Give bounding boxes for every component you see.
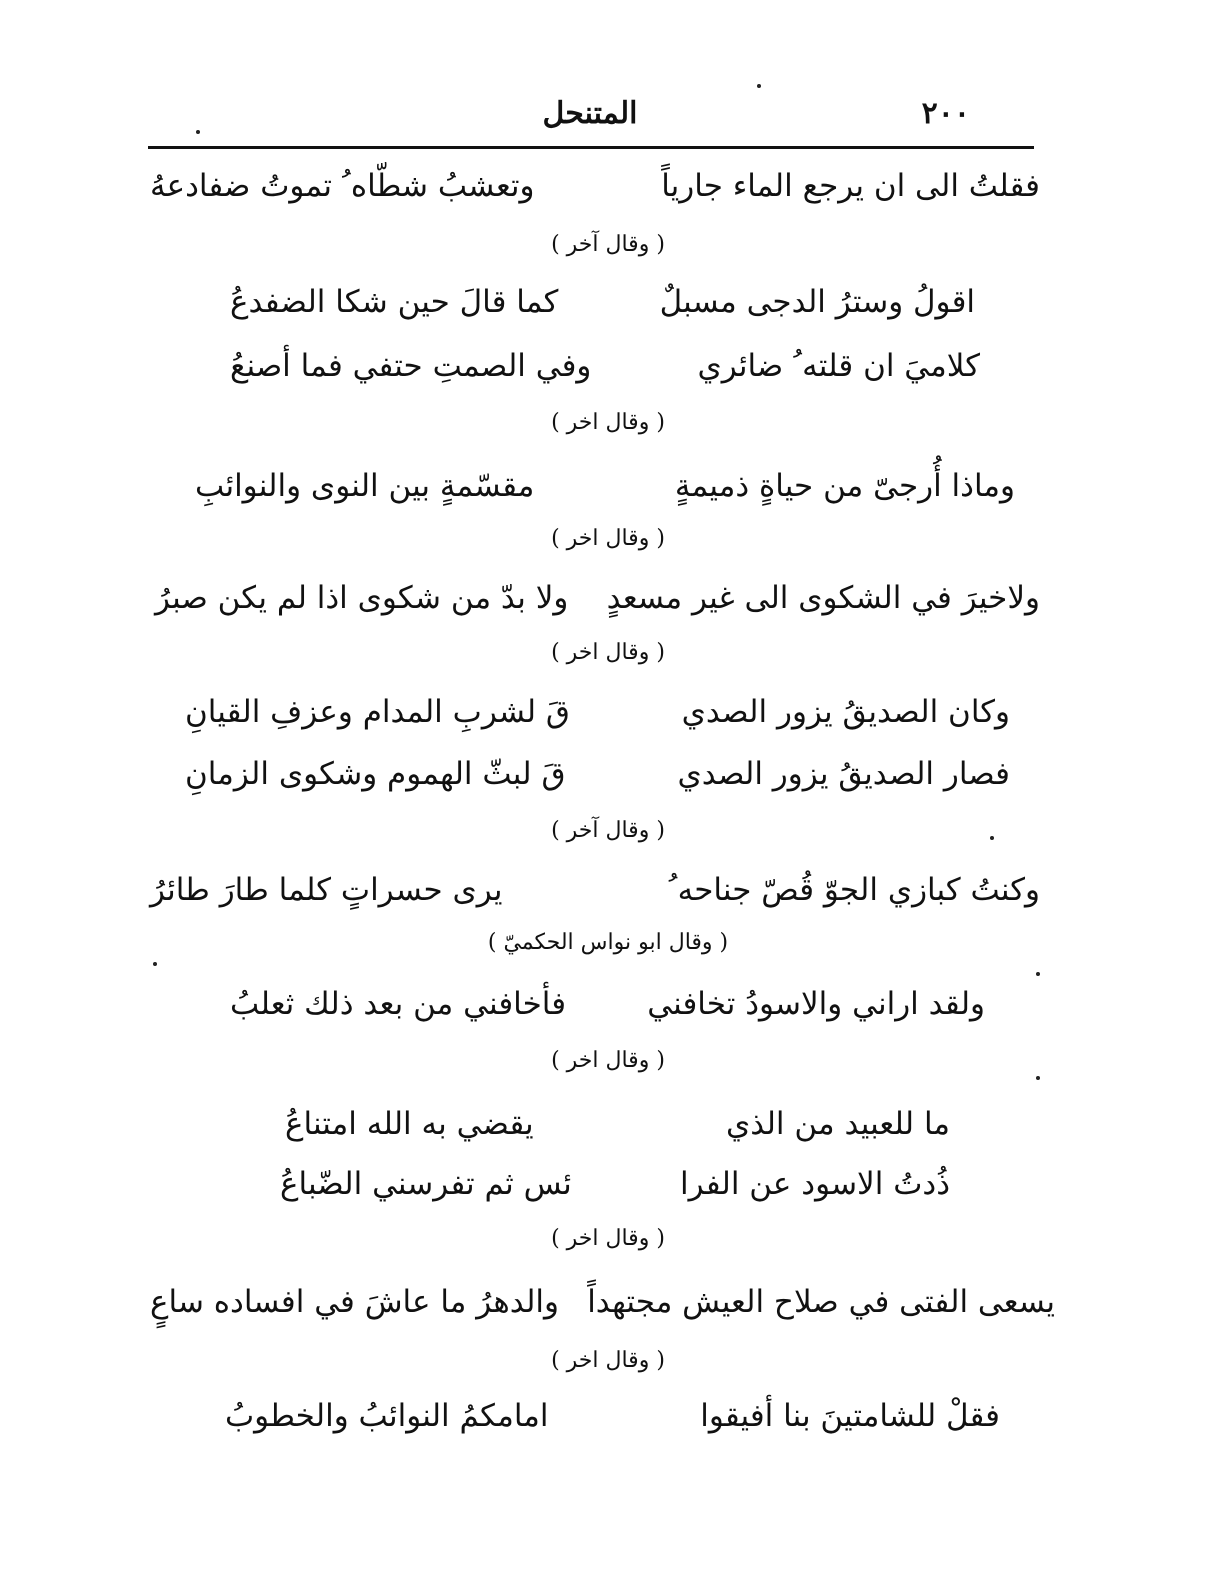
first-hemistich: فقلتُ الى ان يرجع الماء جارياً	[661, 168, 1040, 204]
print-speck	[196, 130, 200, 134]
verse-line	[0, 1398, 1216, 1450]
first-hemistich: وكنتُ كبازي الجوّ قُصّ جناحه ُ	[668, 872, 1040, 908]
running-title: المتنحل	[542, 96, 638, 131]
first-hemistich: فقلْ للشامتينَ بنا أفيقوا	[700, 1398, 1000, 1434]
second-hemistich: يرى حسراتٍ كلما طارَ طائرُ	[150, 872, 503, 908]
verse-line	[0, 348, 1216, 400]
section-caption: ( وقال ابو نواس الحكميّ )	[487, 930, 729, 955]
verse-line	[0, 1166, 1216, 1218]
section-caption: ( وقال اخر )	[551, 410, 665, 435]
page-header	[150, 96, 1030, 146]
first-hemistich: ولقد اراني والاسودُ تخافني	[647, 986, 985, 1022]
first-hemistich: وكان الصديقُ يزور الصدي	[681, 694, 1010, 730]
print-speck	[1036, 972, 1040, 976]
second-hemistich: ولا بدّ من شكوى اذا لم يكن صبرُ	[155, 580, 569, 616]
first-hemistich: ولاخيرَ في الشكوى الى غير مسعدٍ	[606, 580, 1040, 616]
first-hemistich: وماذا أُرجىّ من حياةٍ ذميمةٍ	[674, 468, 1015, 504]
second-hemistich: يقضي به الله امتناعُ	[285, 1106, 534, 1142]
section-caption: ( وقال اخر )	[551, 526, 665, 551]
print-speck	[757, 84, 761, 88]
first-hemistich: اقولُ وسترُ الدجى مسبلٌ	[659, 284, 975, 320]
page-number: ٢٠٠	[921, 96, 970, 131]
second-hemistich: وفي الصمتِ حتفي فما أصنعُ	[230, 348, 592, 384]
verse-line	[0, 694, 1216, 746]
print-speck	[990, 836, 994, 840]
header-rule	[148, 146, 1034, 149]
verse-line	[0, 284, 1216, 336]
second-hemistich: كما قالَ حين شكا الضفدعُ	[230, 284, 559, 320]
first-hemistich: فصار الصديقُ يزور الصدي	[677, 756, 1010, 792]
verse-line	[0, 756, 1216, 808]
second-hemistich: فأخافني من بعد ذلك ثعلبُ	[230, 986, 567, 1022]
first-hemistich: ذُدتُ الاسود عن الفرا	[680, 1166, 950, 1202]
section-caption: ( وقال اخر )	[551, 640, 665, 665]
verse-line	[0, 1106, 1216, 1158]
print-speck	[153, 962, 157, 966]
section-caption: ( وقال آخر )	[551, 818, 665, 843]
second-hemistich: مقسّمةٍ بين النوى والنوائبِ	[195, 468, 535, 504]
first-hemistich: يسعى الفتى في صلاح العيش مجتهداً	[587, 1284, 1055, 1320]
print-speck	[1036, 1076, 1040, 1080]
second-hemistich: امامكمُ النوائبُ والخطوبُ	[225, 1398, 549, 1434]
second-hemistich: والدهرُ ما عاشَ في افساده ساعٍ	[150, 1284, 560, 1320]
section-caption: ( وقال اخر )	[551, 1348, 665, 1373]
first-hemistich: كلاميَ ان قلته ُ ضائري	[697, 348, 980, 384]
first-hemistich: ما للعبيد من الذي	[725, 1106, 950, 1142]
verse-line	[0, 468, 1216, 520]
verse-line	[0, 872, 1216, 924]
verse-line	[0, 986, 1216, 1038]
second-hemistich: قَ لبثّ الهموم وشكوى الزمانِ	[185, 756, 566, 792]
verse-line	[0, 1284, 1216, 1336]
second-hemistich: وتعشبُ شطّاه ُ تموتُ ضفادعهُ	[150, 168, 535, 204]
verse-line	[0, 580, 1216, 632]
second-hemistich: قَ لشربِ المدام وعزفِ القيانِ	[185, 694, 570, 730]
verse-line	[0, 168, 1216, 220]
section-caption: ( وقال آخر )	[551, 232, 665, 257]
section-caption: ( وقال اخر )	[551, 1226, 665, 1251]
section-caption: ( وقال اخر )	[551, 1048, 665, 1073]
second-hemistich: ئس ثم تفرسني الضّباعُ	[280, 1166, 572, 1202]
